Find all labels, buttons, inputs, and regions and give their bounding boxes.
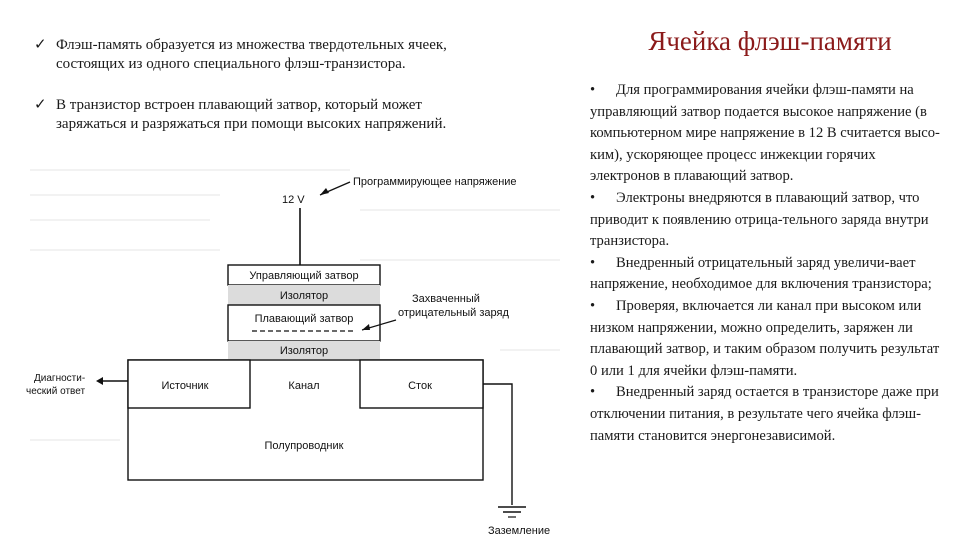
floating-gate-label: Плавающий затвор	[254, 313, 354, 325]
flash-cell-diagram	[20, 150, 580, 540]
bullet-icon: •	[590, 254, 596, 271]
voltage-label: 12 V	[282, 194, 305, 206]
right-paragraph: Внедренный отрицательный заряд увеличи-вает напряжение, необходимое для включения транзистора;	[590, 254, 932, 293]
trapped-charge-label-2: отрицательный заряд	[398, 307, 509, 319]
slide-title: Ячейка флэш-памяти	[648, 26, 892, 56]
bullet-icon: •	[590, 297, 596, 314]
diagnostic-label-2: ческий ответ	[26, 386, 86, 397]
arrowhead-icon	[320, 188, 329, 195]
right-paragraph: Электроны внедряются в плавающий затвор, что приводит к появлению отрица-тельного заряда внутри транзистора.	[590, 189, 929, 250]
insulator-top-label: Изолятор	[279, 290, 329, 302]
checkmark-icon: ✓	[34, 97, 47, 113]
left-bullet-item	[32, 96, 552, 134]
right-bullet-list	[590, 80, 940, 447]
insulator-bottom-label: Изолятор	[279, 345, 329, 357]
prog-voltage-label: Программирующее напряжение	[353, 176, 517, 188]
left-bullet-item	[32, 36, 552, 74]
source-label: Источник	[161, 380, 209, 392]
left-bullet-text: В транзистор встроен плавающий затвор, который может заряжаться и разряжаться при помощи высоких напряжений.	[56, 97, 447, 132]
left-bullet-text: Флэш-память образуется из множества твердотельных ячеек, состоящих из одного специального флэш-транзистора.	[56, 37, 447, 72]
trapped-charge-label-1: Захваченный	[412, 293, 480, 305]
bullet-icon: •	[590, 189, 596, 206]
right-paragraph: Проверяя, включается ли канал при высоком или низком напряжении, можно определить, заряжен ли плавающий затвор, и таким образом получить результат 0 или 1 для ячейки флэш-памяти.	[590, 297, 940, 379]
control-gate-label: Управляющий затвор	[249, 270, 359, 282]
drain-label: Сток	[408, 380, 432, 392]
arrowhead-icon	[96, 377, 103, 385]
right-paragraph: Внедренный заряд остается в транзисторе даже при отключении питания, в результате чего ячейка флэш-памяти становится энергонезависимой.	[590, 384, 939, 444]
left-bullet-list	[32, 36, 552, 156]
semiconductor-label: Полупроводник	[264, 440, 344, 452]
ground-label: Заземление	[488, 525, 551, 537]
bullet-icon: •	[590, 384, 596, 401]
ground-wire	[483, 384, 512, 505]
bullet-icon: •	[590, 82, 596, 98]
channel-label: Канал	[288, 380, 320, 392]
checkmark-icon: ✓	[34, 37, 47, 53]
diagnostic-label-1: Диагности-	[34, 373, 86, 384]
right-paragraph: Для программирования ячейки флэш-памяти на управляющий затвор подается высокое напряжение (в компьютерном мире напряжение в 12 В считается высо-ким), ускоряющее процесс инжекции горячих электронов в плавающий затвор.	[590, 82, 940, 185]
